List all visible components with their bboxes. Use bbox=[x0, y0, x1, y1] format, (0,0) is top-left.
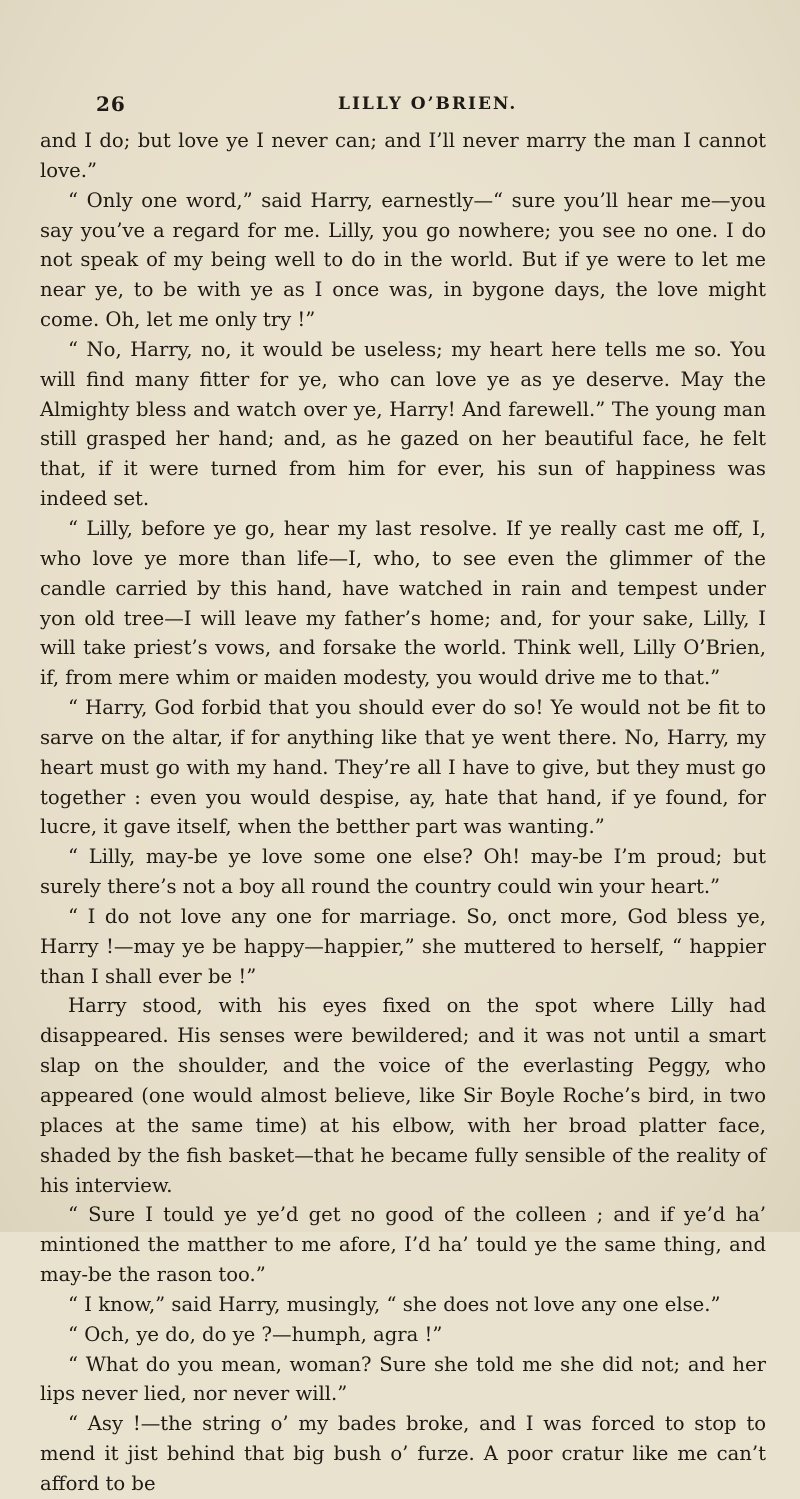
paragraph: “ No, Harry, no, it would be useless; my heart here tells me so. You will find many fitter for ye, who can love ye as ye deserve. May the Almighty bless and watch over ye, Harry! And farewell.” The young man still grasped her hand; and, as he gazed on her beautiful face, he felt that, if it were turned from him for ever, his sun of happiness was indeed set. bbox=[40, 337, 766, 511]
paragraph: “ Asy !—the string o’ my bades broke, and I was forced to stop to mend it jist behind that big bush o’ furze. A poor cratur like me can’t afford to be bbox=[40, 1412, 766, 1495]
page-number: 26 bbox=[96, 92, 126, 116]
paragraph: “ Sure I tould ye ye’d get no good of the colleen ; and if ye’d ha’ mintioned the matther to me afore, I’d ha’ tould ye the same thing, and may-be the rason too.” bbox=[40, 1203, 766, 1287]
paragraph: “ I know,” said Harry, musingly, “ she does not love any one else.” bbox=[68, 1292, 721, 1316]
page-header bbox=[0, 92, 800, 122]
paragraph: Harry stood, with his eyes fixed on the spot where Lilly had disappeared. His senses were bewildered; and it was not until a smart slap on the shoulder, and the voice of the everlasting Peggy, who appeared (one would almost believe, like Sir Boyle Roche’s bird, in two places at the same time) at his elbow, with her broad platter face, shaded by the fish basket—that he became fully sensible of the reality of his interview. bbox=[40, 994, 766, 1197]
paragraph: and I do; but love ye I never can; and I’ll never marry the man I cannot love.” bbox=[40, 129, 766, 182]
paragraph: “ I do not love any one for marriage. So, onct more, God bless ye, Harry !—may ye be happy—happier,” she muttered to herself, “ happier than I shall ever be !” bbox=[40, 904, 766, 988]
paragraph: “ Och, ye do, do ye ?—humph, agra !” bbox=[68, 1322, 443, 1346]
running-head: LILLY O’BRIEN. bbox=[338, 94, 518, 114]
paragraph: “ Lilly, before ye go, hear my last resolve. If ye really cast me off, I, who love ye more than life—I, who, to see even the glimmer of the candle carried by this hand, have watched in rain and tempest under yon old tree—I will leave my father’s home; and, for your sake, Lilly, I will take priest’s vows, and forsake the world. Think well, Lilly O’Brien, if, from mere whim or maiden modesty, you would drive me to that.” bbox=[40, 516, 766, 690]
paragraph: “ Harry, God forbid that you should ever do so! Ye would not be fit to sarve on the altar, if for anything like that ye went there. No, Harry, my heart must go with my hand. They’re all I have to give, but they must go together : even you would despise, ay, hate that hand, if ye found, for lucre, it gave itself, when the betther part was wanting.” bbox=[40, 696, 766, 839]
paragraph: “ Only one word,” said Harry, earnestly—“ sure you’ll hear me—you say you’ve a regard for me. Lilly, you go nowhere; you see no one. I do not speak of my being well to do in the world. But if ye were to let me near ye, to be with ye as I once was, in bygone days, the love might come. Oh, let me only try !” bbox=[40, 188, 766, 332]
paragraph: “ Lilly, may-be ye love some one else? Oh! may-be I’m proud; but surely there’s not a boy all round the country could win your heart.” bbox=[40, 845, 766, 899]
body-text bbox=[40, 126, 766, 1499]
paragraph: “ What do you mean, woman? Sure she told me she did not; and her lips never lied, nor never will.” bbox=[40, 1352, 766, 1406]
